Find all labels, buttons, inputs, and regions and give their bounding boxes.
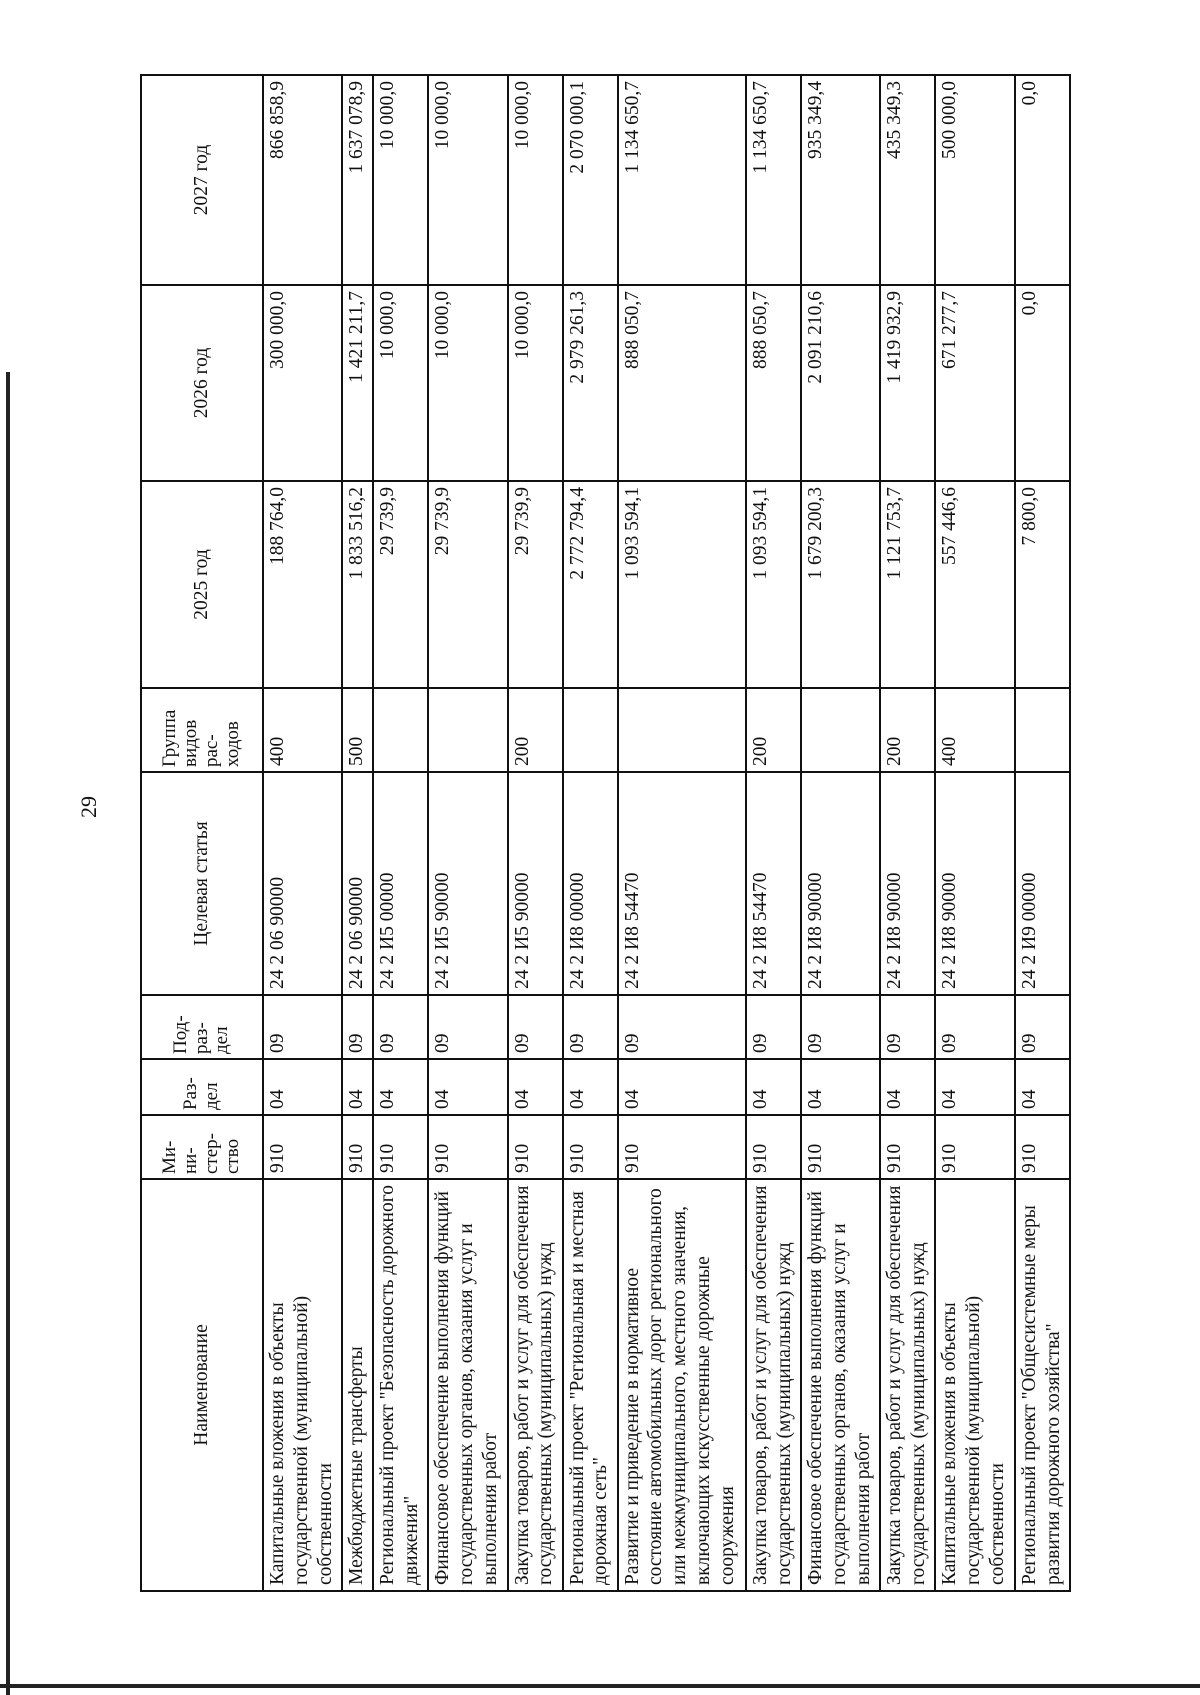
cell-subsection: 09 [508,995,563,1059]
cell-2026: 2 979 261,3 [563,285,618,481]
cell-target: 24 2 И8 90000 [935,772,1014,995]
cell-2027: 1 134 650,7 [618,75,746,285]
cell-2027: 935 349,4 [801,75,880,285]
cell-2025: 557 446,6 [935,481,1014,688]
cell-2025: 1 833 516,2 [342,481,373,688]
table-header-row [141,75,263,1591]
cell-subsection: 09 [618,995,746,1059]
cell-group: 200 [880,688,935,772]
header-ministry: Ми- ни- стер- ство [141,1115,263,1179]
cell-2027: 10 000,0 [428,75,507,285]
cell-2027: 10 000,0 [508,75,563,285]
cell-2025: 29 739,9 [508,481,563,688]
cell-section: 04 [618,1059,746,1115]
cell-subsection: 09 [880,995,935,1059]
cell-2026: 888 050,7 [618,285,746,481]
cell-ministry: 910 [508,1115,563,1179]
cell-2026: 2 091 210,6 [801,285,880,481]
cell-name: Финансовое обеспечение выполнения функций государственных органов, оказания услуг и выполнения работ [428,1179,507,1591]
cell-ministry: 910 [880,1115,935,1179]
cell-subsection: 09 [563,995,618,1059]
cell-ministry: 910 [935,1115,1014,1179]
cell-name: Региональный проект "Общесистемные меры развития дорожного хозяйства" [1015,1179,1070,1591]
cell-name: Финансовое обеспечение выполнения функций государственных органов, оказания услуг и выполнения работ [801,1179,880,1591]
cell-ministry: 910 [801,1115,880,1179]
cell-section: 04 [563,1059,618,1115]
cell-subsection: 09 [342,995,373,1059]
cell-ministry: 910 [263,1115,342,1179]
cell-group [428,688,507,772]
header-group: Группа видов рас- ходов [141,688,263,772]
cell-2027: 435 349,3 [880,75,935,285]
cell-2026: 0,0 [1015,285,1070,481]
table-row [342,75,373,1591]
cell-2026: 300 000,0 [263,285,342,481]
cell-subsection: 09 [801,995,880,1059]
cell-group: 400 [935,688,1014,772]
cell-section: 04 [508,1059,563,1115]
cell-section: 04 [342,1059,373,1115]
cell-name: Закупка товаров, работ и услуг для обеспечения государственных (муниципальных) нужд [880,1179,935,1591]
cell-target: 24 2 И8 00000 [563,772,618,995]
page-number: 29 [76,796,101,818]
cell-section: 04 [1015,1059,1070,1115]
table-row [618,75,746,1591]
cell-ministry: 910 [428,1115,507,1179]
cell-2026: 1 421 211,7 [342,285,373,481]
cell-section: 04 [880,1059,935,1115]
cell-2026: 671 277,7 [935,285,1014,481]
cell-2027: 2 070 000,1 [563,75,618,285]
cell-2026: 10 000,0 [373,285,428,481]
cell-target: 24 2 И5 90000 [428,772,507,995]
cell-name: Межбюджетные трансферты [342,1179,373,1591]
cell-section: 04 [746,1059,801,1115]
cell-target: 24 2 И5 00000 [373,772,428,995]
cell-subsection: 09 [373,995,428,1059]
table-row [508,75,563,1591]
cell-target: 24 2 И8 90000 [801,772,880,995]
cell-2025: 188 764,0 [263,481,342,688]
cell-group: 200 [508,688,563,772]
table-row [880,75,935,1591]
cell-2025: 29 739,9 [428,481,507,688]
rotated-page [140,76,1071,1592]
table-row [801,75,880,1591]
cell-2025: 1 093 594,1 [746,481,801,688]
cell-group [801,688,880,772]
cell-group [1015,688,1070,772]
cell-section: 04 [428,1059,507,1115]
cell-subsection: 09 [746,995,801,1059]
cell-2026: 10 000,0 [428,285,507,481]
cell-2026: 1 419 932,9 [880,285,935,481]
cell-ministry: 910 [1015,1115,1070,1179]
cell-ministry: 910 [563,1115,618,1179]
cell-target: 24 2 И8 54470 [618,772,746,995]
cell-2025: 2 772 794,4 [563,481,618,688]
cell-ministry: 910 [746,1115,801,1179]
cell-2027: 10 000,0 [373,75,428,285]
cell-group [373,688,428,772]
cell-2026: 888 050,7 [746,285,801,481]
cell-2025: 7 800,0 [1015,481,1070,688]
cell-target: 24 2 И8 90000 [880,772,935,995]
header-2025: 2025 год [141,481,263,688]
header-2026: 2026 год [141,285,263,481]
scan-edge-bottom [0,1684,1200,1688]
cell-target: 24 2 И9 00000 [1015,772,1070,995]
table-row [563,75,618,1591]
cell-group: 400 [263,688,342,772]
cell-2025: 1 093 594,1 [618,481,746,688]
cell-section: 04 [801,1059,880,1115]
cell-name: Региональный проект "Безопасность дорожного движения" [373,1179,428,1591]
cell-subsection: 09 [935,995,1014,1059]
cell-target: 24 2 И8 54470 [746,772,801,995]
cell-subsection: 09 [263,995,342,1059]
header-target: Целевая статья [141,772,263,995]
cell-name: Развитие и приведение в нормативное состояние автомобильных дорог регионального или межмуниципального, местного значения, включающих искусственные дорожные сооружения [618,1179,746,1591]
header-section: Раз- дел [141,1059,263,1115]
cell-section: 04 [263,1059,342,1115]
cell-target: 24 2 06 90000 [263,772,342,995]
header-name: Наименование [141,1179,263,1591]
cell-2026: 10 000,0 [508,285,563,481]
table-row [1015,75,1070,1591]
table-row [428,75,507,1591]
cell-2025: 1 121 753,7 [880,481,935,688]
header-subsection: Под- раз- дел [141,995,263,1059]
cell-ministry: 910 [373,1115,428,1179]
cell-ministry: 910 [618,1115,746,1179]
cell-2027: 1 637 078,9 [342,75,373,285]
table-row [263,75,342,1591]
cell-section: 04 [935,1059,1014,1115]
cell-ministry: 910 [342,1115,373,1179]
cell-2025: 29 739,9 [373,481,428,688]
cell-2027: 500 000,0 [935,75,1014,285]
cell-section: 04 [373,1059,428,1115]
cell-name: Капитальные вложения в объекты государственной (муниципальной) собственности [263,1179,342,1591]
table-row [373,75,428,1591]
cell-target: 24 2 И5 90000 [508,772,563,995]
cell-subsection: 09 [428,995,507,1059]
cell-2027: 866 858,9 [263,75,342,285]
cell-group [563,688,618,772]
scan-edge-left [6,372,10,1695]
table-row [746,75,801,1591]
table-row [935,75,1014,1591]
cell-subsection: 09 [1015,995,1070,1059]
cell-group [618,688,746,772]
budget-table [140,74,1071,1592]
header-2027: 2027 год [141,75,263,285]
cell-name: Капитальные вложения в объекты государственной (муниципальной) собственности [935,1179,1014,1591]
cell-name: Закупка товаров, работ и услуг для обеспечения государственных (муниципальных) нужд [508,1179,563,1591]
cell-2025: 1 679 200,3 [801,481,880,688]
cell-group: 200 [746,688,801,772]
cell-2027: 1 134 650,7 [746,75,801,285]
cell-2027: 0,0 [1015,75,1070,285]
cell-name: Региональный проект "Региональная и местная дорожная сеть" [563,1179,618,1591]
cell-name: Закупка товаров, работ и услуг для обеспечения государственных (муниципальных) нужд [746,1179,801,1591]
cell-group: 500 [342,688,373,772]
cell-target: 24 2 06 90000 [342,772,373,995]
